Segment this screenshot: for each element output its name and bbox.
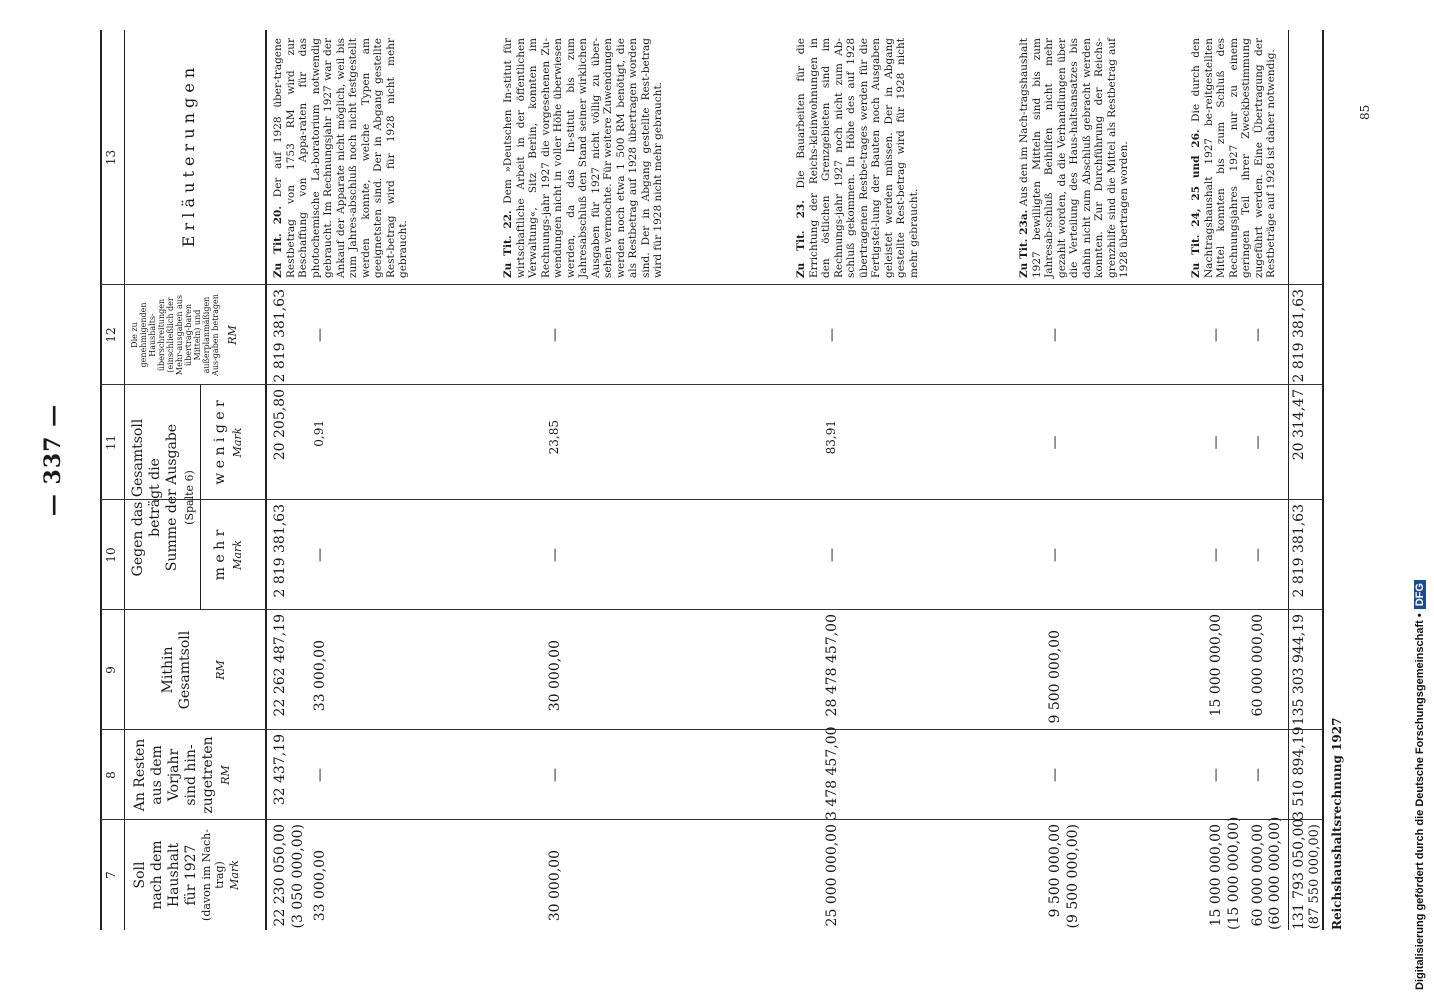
note-tit-22 xyxy=(502,38,665,278)
row2-soll: 33 000,00 xyxy=(312,850,328,922)
row7-weniger: — xyxy=(1250,435,1266,450)
header-gesamtsoll-unit: RM xyxy=(214,660,227,680)
table-bottom-rule xyxy=(1322,30,1324,930)
row2-mehr: — xyxy=(312,548,328,562)
header-reste-line4: sind hin- xyxy=(183,744,199,806)
total-reste: 3 510 894,19 xyxy=(1291,726,1307,820)
row6-mehr: — xyxy=(1208,548,1224,562)
note-tit-22-head: Zu Tit. 22. xyxy=(502,210,514,278)
row1-ueber: 2 819 381,63 xyxy=(272,289,288,383)
row3-mehr: — xyxy=(547,548,563,562)
row7-reste: — xyxy=(1250,768,1266,782)
row1-soll-nachtrag: (3 050 000,00) xyxy=(290,824,306,929)
row3-weniger: 23,85 xyxy=(547,420,561,455)
row6-weniger: — xyxy=(1208,435,1224,450)
row2-gesamt: 33 000,00 xyxy=(312,640,328,712)
header-ueber-text: Die zu genehmigenden Haushalts-überschreitungen (einschließlich der Mehr-ausgaben aus übertrag-baren Mitteln) und außerplanmäßigen Aus-gaben betragen xyxy=(130,294,220,376)
row6-soll: 15 000 000,00 xyxy=(1208,824,1224,927)
row2-ueber: — xyxy=(312,328,328,342)
header-mehr-unit: Mark xyxy=(231,540,244,570)
footer-title: Reichshaushaltsrechnung 1927 xyxy=(1330,717,1344,930)
row7-gesamt: 60 000 000,00 xyxy=(1250,614,1266,717)
row3-soll: 30 000,00 xyxy=(547,850,563,922)
header-gesamtsoll xyxy=(160,610,229,730)
header-soll-line1: Soll xyxy=(132,861,148,889)
header-soll-line5: (davon im Nach- xyxy=(200,829,213,921)
note-tit-23 xyxy=(795,38,920,278)
column-number-11: 11 xyxy=(104,434,118,451)
header-reste xyxy=(132,730,234,820)
row4-gesamt: 28 478 457,00 xyxy=(824,614,840,717)
header-reste-unit: RM xyxy=(219,765,232,785)
header-mehr-label: m e h r xyxy=(212,529,228,581)
total-gesamt: 135 303 944,19 xyxy=(1291,614,1307,726)
note-tit-24-text: Die durch den Nachtragshaushalt 1927 be-reitgestellten Mittel konnten bis zum Schluß des Rechnungsjahres 1927 nur zu einem geringen Teil ihrer Zweckbestimmung zugeführt werden. Eine Übertragung der Restbeträge auf 1928 ist daher notwendig. xyxy=(1190,38,1277,278)
row1-weniger: 20 205,80 xyxy=(272,389,288,461)
column-number-9: 9 xyxy=(104,666,118,674)
row2-weniger: 0,91 xyxy=(312,420,326,447)
header-weniger-unit: Mark xyxy=(231,427,244,458)
row5-mehr: — xyxy=(1047,548,1063,562)
row3-gesamt: 30 000,00 xyxy=(547,640,563,712)
header-soll-unit: Mark xyxy=(228,860,241,890)
dfg-funding-text: Digitalisierung gefördert durch die Deutsche Forschungsgemeinschaft • xyxy=(1414,613,1426,990)
row5-ueber: — xyxy=(1047,328,1063,342)
header-soll-line3: Haushalt xyxy=(166,842,182,908)
total-soll: 131 793 050,00 xyxy=(1291,818,1307,930)
total-ueber: 2 819 381,63 xyxy=(1291,289,1307,383)
row6-ueber: — xyxy=(1208,328,1224,342)
row1-gesamt: 22 262 487,19 xyxy=(272,614,288,717)
header-reste-line1: An Resten xyxy=(132,738,148,812)
row5-soll-nachtrag: (9 500 000,00) xyxy=(1065,824,1081,929)
note-tit-23-head: Zu Tit. 23. xyxy=(795,200,807,278)
table-top-rule xyxy=(100,30,102,930)
header-reste-line5: zugetreten xyxy=(200,736,216,814)
dfg-logo: DFG xyxy=(1414,580,1426,609)
row1-reste: 32 437,19 xyxy=(272,734,288,806)
row5-soll: 9 500 000,00 xyxy=(1047,824,1063,918)
row3-reste: — xyxy=(547,768,563,782)
row4-mehr: — xyxy=(824,548,840,562)
note-tit-23a-text: Aus den im Nach-tragshaushalt 1927 bewilligten Mitteln sind bis zum Jahresab-schluß Beihilfen nicht mehr gezahlt worden, da die Verhandlungen über die Verteilung des Haus-haltsansatzes bis dahin nicht zum Abschluß gebracht werden konnten. Zur Durchführung der Reichs-grenzhilfe sind die Mittel als Restbetrag auf 1928 übertragen worden. xyxy=(1018,38,1130,278)
row5-reste: — xyxy=(1047,768,1063,782)
column-number-12: 12 xyxy=(104,327,118,343)
header-reste-line3: Vorjahr xyxy=(166,748,182,802)
note-tit-24-26 xyxy=(1190,38,1278,278)
column-number-7: 7 xyxy=(104,871,118,879)
row6-reste: — xyxy=(1208,768,1224,782)
note-tit-22-text: Dem »Deutschen In-stitut für wirtschaftliche Arbeit in der öffentlichen Verwaltung«, Sitz Berlin, konnten im Rechnungs-jahr 1927 die vorgesehenen Zu-wendungen nicht in voller Höhe überwiesen werden, da das In-stitut bis zum Jahresabschluß den Stand seiner wirklichen Ausgaben für 1927 nicht völlig zu über-sehen vermochte. Für weitere Zuwendungen werden noch etwa 1 500 RM benötigt, die als Restbetrag auf 1928 übertragen worden sind. Der in Abgang gestellte Rest-betrag wird für 1928 nicht mehr gebraucht. xyxy=(502,38,664,278)
total-mehr: 2 819 381,63 xyxy=(1291,504,1307,598)
header-group-gesamtsoll xyxy=(130,385,198,610)
header-ueberschreitungen xyxy=(130,290,237,380)
note-tit-24-head: Zu Tit. 24, 25 und 26. xyxy=(1190,129,1202,278)
note-tit-20-text: Der auf 1928 über-tragene Restbetrag von 1753 RM wird zur Beschaffung von Appa-raten für das photochemische La-boratorium notwendig gebraucht. Im Rechnungsjahr 1927 war der Ankauf der Apparate nicht möglich, weil bis zum Jahres-abschluß noch nicht festgestellt werden konnte, welche Typen am geeignetsten sind. Der in Abgang gestellte Rest-betrag wird für 1928 nicht mehr gebraucht. xyxy=(272,38,409,278)
note-tit-23a-head: Zu Tit. 23a. xyxy=(1018,209,1030,278)
header-soll xyxy=(132,820,243,930)
header-gesamtsoll-line1: Mithin xyxy=(160,646,176,694)
group-subheader-rule xyxy=(200,385,201,610)
row5-weniger: — xyxy=(1047,435,1063,450)
note-tit-20-head: Zu Tit. 20. xyxy=(272,205,284,278)
totals-rule xyxy=(1288,30,1289,930)
group-line4: (Spalte 6) xyxy=(183,470,196,525)
note-tit-23a xyxy=(1018,38,1131,278)
note-tit-23-text: Die Bauarbeiten für die Errichtung der Reichs-kleinwohnungen in den östlichen Grenzgebieten sind im Rechnungs-jahr 1927 noch nicht zum Ab-schluß gekommen. In Höhe des auf 1928 übertragenen Restbe-trages werden für die Fertigstel-lung der Bauten noch Ausgaben geleistet werden müssen. Der in Abgang gestellte Rest-betrag wird für 1928 nicht mehr gebraucht. xyxy=(795,38,920,278)
row6-soll-nachtrag: (15 000 000,00) xyxy=(1226,816,1242,930)
header-weniger xyxy=(212,385,246,500)
header-bottom-rule xyxy=(265,30,267,930)
header-mehr xyxy=(212,500,246,610)
row4-reste: 3 478 457,00 xyxy=(824,726,840,820)
note-tit-20 xyxy=(272,38,410,278)
row4-soll: 25 000 000,00 xyxy=(824,824,840,927)
row1-mehr: 2 819 381,63 xyxy=(272,504,288,598)
row7-ueber: — xyxy=(1250,328,1266,342)
row1-soll: 22 230 050,00 xyxy=(272,824,288,927)
column-number-10: 10 xyxy=(104,547,118,563)
row6-gesamt: 15 000 000,00 xyxy=(1208,614,1224,717)
header-ueber-unit: RM xyxy=(226,325,239,345)
group-line3: Summe der Ausgabe xyxy=(164,423,180,572)
col-divider-12-13 xyxy=(100,284,1322,285)
row4-ueber: — xyxy=(824,328,840,342)
column-number-rule xyxy=(124,30,125,930)
footer-page-number: 85 xyxy=(1358,104,1372,120)
header-weniger-label: w e n i g e r xyxy=(212,400,228,485)
group-line1: Gegen das Gesamtsoll xyxy=(130,418,146,577)
row5-gesamt: 9 500 000,00 xyxy=(1047,630,1063,724)
header-soll-line6: trag) xyxy=(213,861,226,889)
header-erlaeuterungen: E r l ä u t e r u n g e n xyxy=(179,67,198,248)
dfg-funding-note xyxy=(1414,580,1426,990)
page-number: — 337 — xyxy=(40,403,66,517)
row4-weniger: 83,91 xyxy=(824,420,838,455)
budget-table xyxy=(100,30,1320,930)
row7-soll: 60 000 000,00 xyxy=(1250,824,1266,927)
header-soll-line4: für 1927 xyxy=(183,844,199,906)
row7-mehr: — xyxy=(1250,548,1266,562)
column-number-8: 8 xyxy=(104,771,118,779)
column-number-13: 13 xyxy=(104,149,118,166)
total-weniger: 20 314,47 xyxy=(1291,389,1307,461)
total-soll-nachtrag: (87 550 000,00) xyxy=(1307,824,1322,930)
row3-ueber: — xyxy=(547,328,563,342)
header-reste-line2: aus dem xyxy=(149,745,165,805)
row2-reste: — xyxy=(312,768,328,782)
group-line2: beträgt die xyxy=(147,458,163,537)
row7-soll-nachtrag: (60 000 000,00) xyxy=(1267,816,1283,930)
header-gesamtsoll-line2: Gesamtsoll xyxy=(177,630,193,710)
header-soll-line2: nach dem xyxy=(149,840,165,910)
